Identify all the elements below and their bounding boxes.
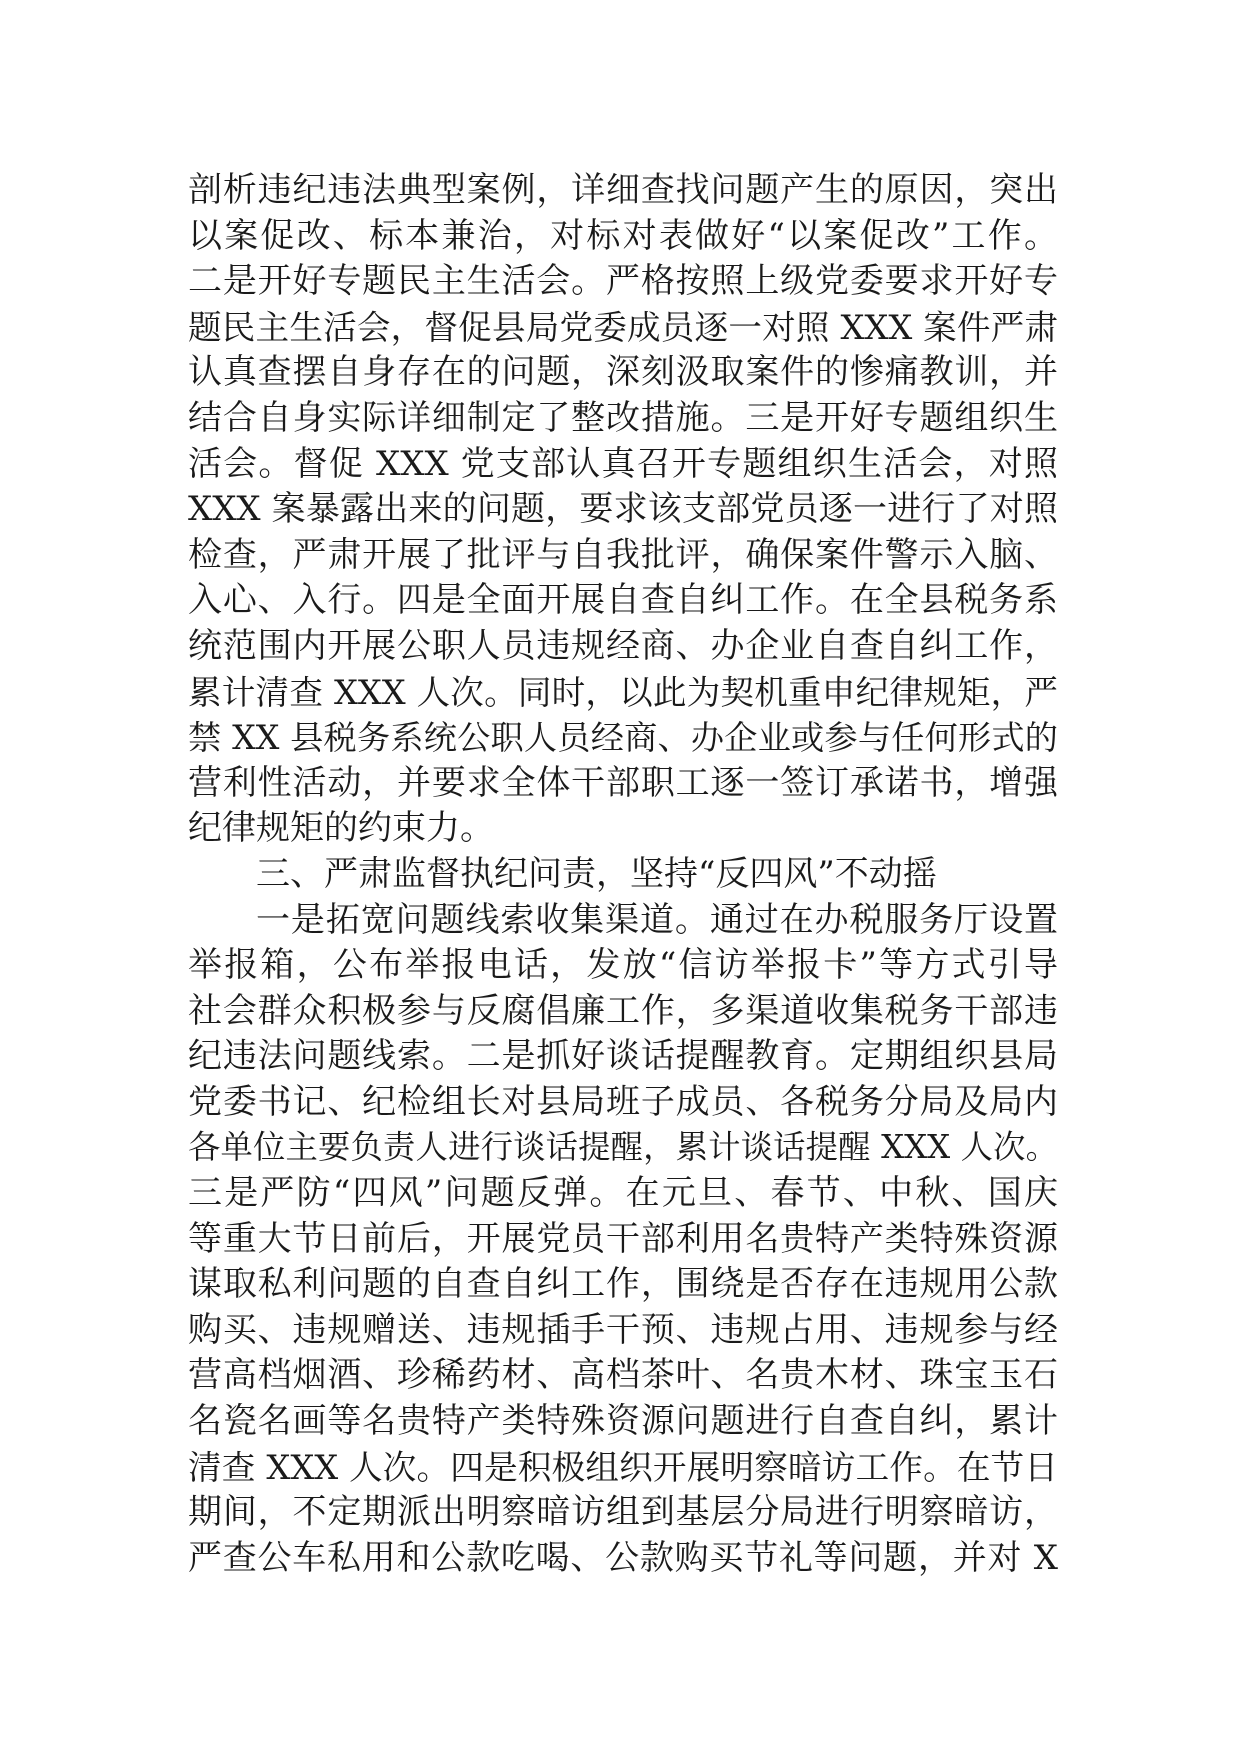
text-line: 期间，不定期派出明察暗访组到基层分局进行明察暗访， [188,1492,1058,1533]
text-line: 三是严防“四风”问题反弹。在元旦、春节、中秋、国庆 [188,1173,1058,1214]
text-line: 举报箱，公布举报电话，发放“信访举报卡”等方式引导 [188,945,1058,986]
text-line: 活会。督促 XXX 党支部认真召开专题组织生活会，对照 [188,443,1058,484]
text-line: 严查公车私用和公款吃喝、公款购买节礼等问题，并对 X [188,1537,1058,1578]
text-line: 纪违法问题线索。二是抓好谈话提醒教育。定期组织县局 [188,1036,1058,1077]
text-line: 结合自身实际详细制定了整改措施。三是开好专题组织生 [188,397,1058,438]
text-line: 谋取私利问题的自查自纠工作，围绕是否存在违规用公款 [188,1264,1058,1305]
text-line: 党委书记、纪检组长对县局班子成员、各税务分局及局内 [188,1081,1058,1122]
text-line: 购买、违规赠送、违规插手干预、违规占用、违规参与经 [188,1309,1058,1350]
text-line: 剖析违纪违法典型案例，详细查找问题产生的原因，突出 [188,170,1058,210]
text-line: 累计清查 XXX 人次。同时，以此为契机重申纪律规矩，严 [188,672,1058,712]
text-line: 纪律规矩的约束力。 [188,808,494,849]
text-line: 检查，严肃开展了批评与自我批评，确保案件警示入脑、 [188,534,1058,575]
text-line: 名瓷名画等名贵特产类特殊资源问题进行自查自纠，累计 [188,1401,1058,1442]
text-line: 二是开好专题民主生活会。严格按照上级党委要求开好专 [188,261,1058,302]
text-line: XXX 案暴露出来的问题，要求该支部党员逐一进行了对照 [188,489,1058,530]
text-line: 统范围内开展公职人员违规经商、办企业自查自纠工作， [188,625,1058,666]
text-line: 以案促改、标本兼治，对标对表做好“以案促改”工作。 [188,215,1058,256]
text-line: 各单位主要负责人进行谈话提醒，累计谈话提醒 XXX 人次。 [188,1128,1058,1167]
text-line: 营利性活动，并要求全体干部职工逐一签订承诺书，增强 [188,762,1058,803]
text-line: 入心、入行。四是全面开展自查自纠工作。在全县税务系 [188,580,1058,621]
text-line: 题民主生活会，督促县局党委成员逐一对照 XXX 案件严肃 [188,307,1058,347]
text-line: 社会群众积极参与反腐倡廉工作，多渠道收集税务干部违 [188,990,1058,1031]
document-body [188,168,1058,1581]
text-line: 认真查摆自身存在的问题，深刻汲取案件的惨痛教训，并 [188,352,1058,393]
text-line: 清查 XXX 人次。四是积极组织开展明察暗访工作。在节日 [188,1447,1058,1487]
text-line: 等重大节日前后，开展党员干部利用名贵特产类特殊资源 [188,1218,1058,1259]
text-line: 禁 XX 县税务系统公职人员经商、办企业或参与任何形式的 [188,718,1058,758]
section-heading: 三、严肃监督执纪问责，坚持“反四风”不动摇 [256,853,937,894]
text-line: 营高档烟酒、珍稀药材、高档茶叶、名贵木材、珠宝玉石 [188,1355,1058,1396]
text-line: 一是拓宽问题线索收集渠道。通过在办税服务厅设置 [256,899,1058,940]
